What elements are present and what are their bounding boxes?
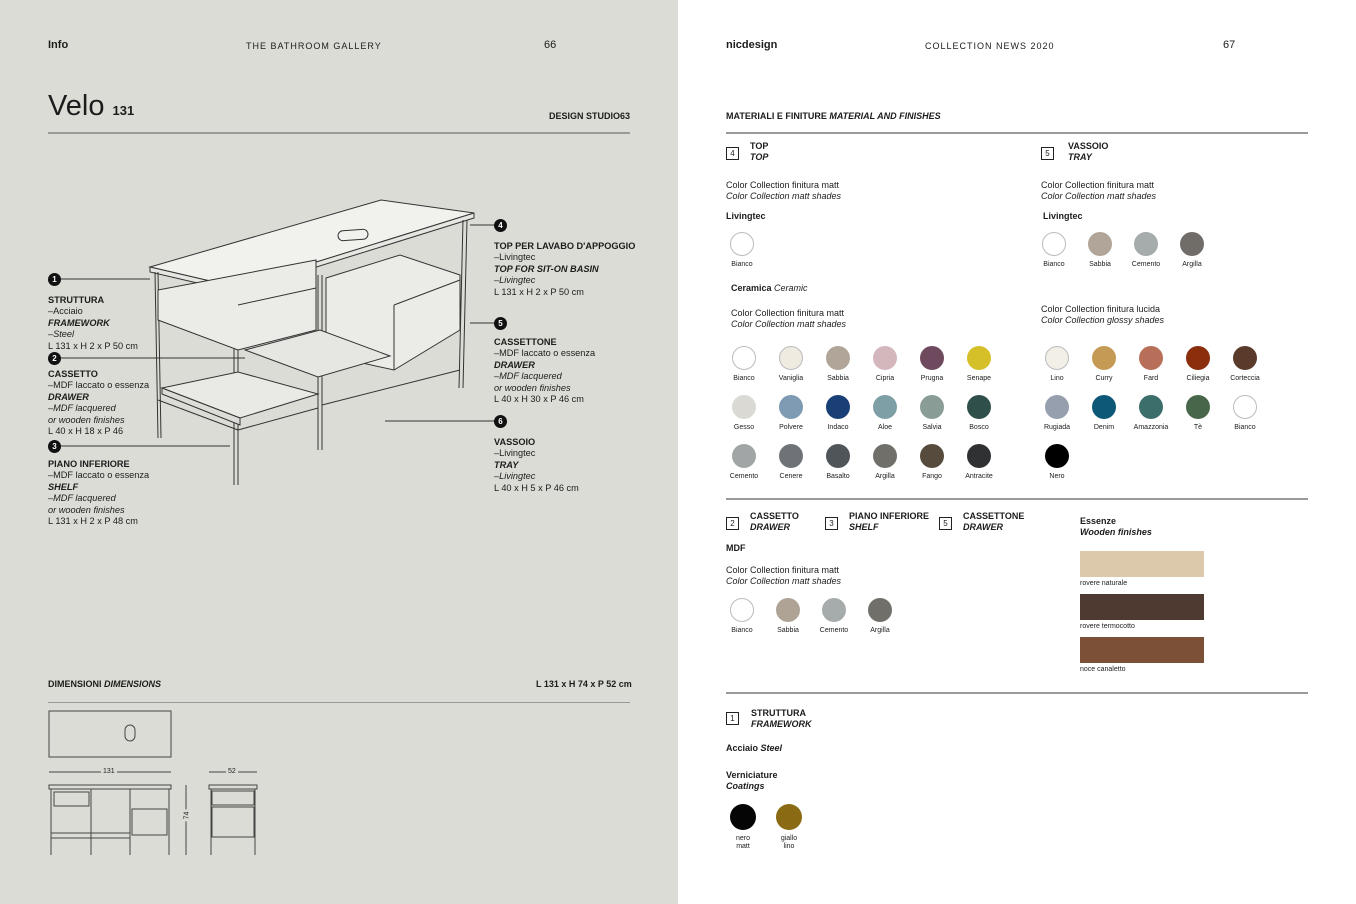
product-name: Velo xyxy=(48,90,105,122)
swatch-color xyxy=(732,444,756,468)
section-marker-cassetto: 2 xyxy=(726,517,739,530)
color-swatch xyxy=(1175,346,1221,383)
callout-line: or wooden finishes xyxy=(494,382,571,393)
color-swatch xyxy=(721,395,767,432)
callout-top xyxy=(494,241,635,298)
header-section: Info xyxy=(48,39,69,51)
top-matt-label xyxy=(726,180,841,202)
swatch-color xyxy=(1092,346,1116,370)
color-swatch xyxy=(1081,346,1127,383)
callout-line: –Livingtec xyxy=(494,252,536,263)
color-swatch xyxy=(956,346,1002,383)
section-title-en: SHELF xyxy=(849,522,879,532)
swatch-color xyxy=(730,804,756,830)
swatch-color xyxy=(967,444,991,468)
matt-label-it: Color Collection finitura matt xyxy=(726,180,840,190)
section-title-en: TRAY xyxy=(1068,152,1092,162)
matt-label-en: Color Collection matt shades xyxy=(731,319,847,329)
dimensions-label-en: DIMENSIONS xyxy=(104,679,162,689)
section-title-it: STRUTTURA xyxy=(751,708,806,718)
color-swatch xyxy=(719,598,765,635)
swatch-label: Bianco xyxy=(1043,261,1065,268)
swatch-color xyxy=(779,395,803,419)
callout-marker-3: 3 xyxy=(48,440,61,453)
swatch-label: Argilla xyxy=(870,627,890,634)
callout-marker-1: 1 xyxy=(48,273,61,286)
callout-line: or wooden finishes xyxy=(48,414,125,425)
matt-label-en: Color Collection matt shades xyxy=(726,576,842,586)
swatch-color xyxy=(967,395,991,419)
swatch-color xyxy=(822,598,846,622)
callout-marker-6: 6 xyxy=(494,415,507,428)
swatch-label: Sabbia xyxy=(1089,261,1111,268)
callout-line: DRAWER xyxy=(48,391,89,402)
glossy-label-en: Color Collection glossy shades xyxy=(1041,315,1165,325)
color-swatch xyxy=(1222,346,1268,383)
swatch-color xyxy=(779,346,803,370)
swatch-color xyxy=(826,444,850,468)
header-gallery: THE BATHROOM GALLERY xyxy=(246,41,382,51)
swatch-label: Denim xyxy=(1093,424,1115,431)
swatch-label: nero xyxy=(735,835,750,842)
callout-line: –MDF lacquered xyxy=(48,493,116,504)
section-title-tray xyxy=(1068,141,1108,163)
swatch-label: Sabbia xyxy=(827,375,849,382)
swatch-label: Nero xyxy=(1049,473,1065,480)
coatings-label-en: Coatings xyxy=(726,781,765,791)
color-swatch xyxy=(1081,395,1127,432)
steel-label-en: Steel xyxy=(760,743,783,753)
swatch-color xyxy=(1233,346,1257,370)
section-divider-framework xyxy=(726,692,1308,694)
wood-swatch xyxy=(1080,637,1204,673)
depth-mark: 52 xyxy=(228,768,236,775)
callout-line: L 131 x H 2 x P 50 cm xyxy=(494,286,584,297)
section-title-piano xyxy=(849,511,929,533)
swatch-label: Cipria xyxy=(875,375,895,382)
callout-line: FRAMEWORK xyxy=(48,317,110,328)
right-page xyxy=(678,0,1356,904)
section-marker-framework: 1 xyxy=(726,712,739,725)
ceramic-label xyxy=(731,283,808,294)
color-swatch xyxy=(1034,395,1080,432)
materials-title xyxy=(726,111,941,121)
callout-line: STRUTTURA xyxy=(48,295,105,305)
swatch-color xyxy=(1233,395,1257,419)
coatings-label xyxy=(726,770,778,792)
color-swatch xyxy=(1123,232,1169,269)
color-swatch xyxy=(862,395,908,432)
color-swatch xyxy=(1222,395,1268,432)
swatch-label: Cemento xyxy=(1131,261,1161,268)
swatch-label: Aloe xyxy=(877,424,892,431)
mdf-label: MDF xyxy=(726,543,746,553)
swatch-color xyxy=(1042,232,1066,256)
callout-line: SHELF xyxy=(48,481,79,492)
swatch-color xyxy=(776,598,800,622)
color-swatch xyxy=(1175,395,1221,432)
swatch-label: Bianco xyxy=(733,375,755,382)
swatch-color xyxy=(1134,232,1158,256)
color-swatch xyxy=(811,598,857,635)
swatch-label: Ciliegia xyxy=(1186,375,1210,382)
callout-line: –Livingtec xyxy=(494,471,536,482)
swatch-color xyxy=(826,395,850,419)
swatch-color xyxy=(873,395,897,419)
section-title-en: DRAWER xyxy=(963,522,1003,532)
color-swatch xyxy=(815,346,861,383)
swatch-label: Polvere xyxy=(779,424,803,431)
swatch-label: Rugiada xyxy=(1043,424,1071,431)
swatch-label: Bianco xyxy=(731,627,753,634)
wood-swatch-color xyxy=(1080,637,1204,663)
callout-struttura xyxy=(48,295,138,352)
title-divider xyxy=(48,132,630,134)
swatch-label: Senape xyxy=(966,375,992,382)
wood-label xyxy=(1080,516,1152,538)
color-swatch xyxy=(862,346,908,383)
brand-name: nicdesign xyxy=(726,39,778,51)
callout-line: CASSETTONE xyxy=(494,337,557,347)
swatch-color xyxy=(1092,395,1116,419)
top-livingtec-label: Livingtec xyxy=(726,211,766,221)
swatch-label: Cenere xyxy=(779,473,803,480)
callout-line: –MDF lacquered xyxy=(48,403,116,414)
color-swatch xyxy=(1031,232,1077,269)
wood-label-en: Wooden finishes xyxy=(1080,527,1152,537)
callout-line: TOP PER LAVABO D'APPOGGIO xyxy=(494,241,636,251)
section-title-top xyxy=(750,141,768,163)
section-marker-tray: 5 xyxy=(1041,147,1054,160)
width-mark: 131 xyxy=(103,768,115,775)
wood-swatch-color xyxy=(1080,551,1204,577)
swatch-color xyxy=(920,346,944,370)
color-swatch xyxy=(1128,346,1174,383)
section-title-en: TOP xyxy=(750,152,769,162)
wood-swatch xyxy=(1080,551,1204,587)
swatch-color xyxy=(1186,395,1210,419)
callout-line: L 40 x H 30 x P 46 cm xyxy=(494,394,584,405)
wood-swatch xyxy=(1080,594,1204,630)
swatch-color xyxy=(873,444,897,468)
steel-label xyxy=(726,743,782,754)
dimension-drawings xyxy=(46,705,266,860)
matt-label-en: Color Collection matt shades xyxy=(1041,191,1157,201)
glossy-label-it: Color Collection finitura lucida xyxy=(1041,304,1161,314)
swatch-label: Fango xyxy=(922,473,942,480)
callout-line: TOP FOR SIT-ON BASIN xyxy=(494,263,599,274)
swatch-label: Bianco xyxy=(1234,424,1256,431)
section-marker-piano: 3 xyxy=(825,517,838,530)
swatch-label: Fard xyxy=(1143,375,1159,382)
materials-divider xyxy=(726,132,1308,134)
matt-label-it: Color Collection finitura matt xyxy=(731,308,845,318)
product-number: 131 xyxy=(112,103,135,118)
ceramic-label-en: Ceramic xyxy=(774,283,808,293)
callout-marker-5: 5 xyxy=(494,317,507,330)
section-title-framework xyxy=(751,708,812,730)
dimensions-value: L 131 x H 74 x P 52 cm xyxy=(536,679,632,689)
callout-cassetto xyxy=(48,369,149,437)
section-divider-mdf xyxy=(726,498,1308,500)
color-swatch xyxy=(909,346,955,383)
swatch-color xyxy=(732,395,756,419)
color-swatch xyxy=(956,444,1002,481)
section-marker-top: 4 xyxy=(726,147,739,160)
dimensions-divider xyxy=(48,702,630,703)
designer-label: DESIGN STUDIO63 xyxy=(549,111,631,121)
dimensions-label-it: DIMENSIONI xyxy=(48,679,102,689)
swatch-color xyxy=(732,346,756,370)
color-swatch xyxy=(721,346,767,383)
callout-line: –MDF laccato o essenza xyxy=(48,470,150,481)
callout-marker-2: 2 xyxy=(48,352,61,365)
glossy-label xyxy=(1041,304,1164,326)
swatch-color xyxy=(1139,395,1163,419)
wood-label-it: Essenze xyxy=(1080,516,1117,526)
swatch-label: Argilla xyxy=(1182,261,1202,268)
callout-line: –Acciaio xyxy=(48,306,83,317)
color-swatch xyxy=(720,804,766,851)
swatch-label: Vaniglia xyxy=(778,375,804,382)
wood-swatch-label: rovere termocotto xyxy=(1080,623,1135,630)
swatch-label: Bosco xyxy=(969,424,989,431)
callout-marker-4: 4 xyxy=(494,219,507,232)
swatch-label: Prugna xyxy=(920,375,944,382)
swatch-label: matt xyxy=(736,843,750,850)
callout-line: VASSOIO xyxy=(494,437,536,447)
mdf-matt-label xyxy=(726,565,841,587)
color-swatch xyxy=(719,232,765,269)
color-swatch xyxy=(815,395,861,432)
section-title-en: FRAMEWORK xyxy=(751,719,812,729)
section-title-en: DRAWER xyxy=(750,522,790,532)
swatch-color xyxy=(967,346,991,370)
tray-matt-label xyxy=(1041,180,1156,202)
callout-vassoio xyxy=(494,437,579,494)
color-swatch xyxy=(857,598,903,635)
swatch-color xyxy=(1045,395,1069,419)
matt-label-it: Color Collection finitura matt xyxy=(726,565,840,575)
color-swatch xyxy=(768,346,814,383)
swatch-label: Cemento xyxy=(819,627,849,634)
swatch-color xyxy=(920,444,944,468)
materials-title-it: MATERIALI E FINITURE xyxy=(726,111,827,121)
wood-swatch-label: noce canaletto xyxy=(1080,666,1126,673)
color-swatch xyxy=(721,444,767,481)
swatch-label: Corteccia xyxy=(1230,375,1260,382)
steel-label-it: Acciaio xyxy=(726,743,759,753)
swatch-label: Tè xyxy=(1193,424,1203,431)
color-swatch xyxy=(765,598,811,635)
swatch-color xyxy=(1139,346,1163,370)
color-swatch xyxy=(815,444,861,481)
color-swatch xyxy=(1169,232,1215,269)
section-title-it: PIANO INFERIORE xyxy=(849,511,930,521)
coatings-label-it: Verniciature xyxy=(726,770,778,780)
color-swatch xyxy=(909,395,955,432)
callout-line: –Steel xyxy=(48,329,75,340)
callout-line: TRAY xyxy=(494,459,519,470)
section-title-cassettone xyxy=(963,511,1024,533)
callout-line: CASSETTO xyxy=(48,369,98,379)
section-title-it: CASSETTONE xyxy=(963,511,1025,521)
swatch-label: Salvia xyxy=(922,424,942,431)
callout-line: PIANO INFERIORE xyxy=(48,459,130,469)
swatch-label: Basalto xyxy=(826,473,850,480)
callout-cassettone xyxy=(494,337,595,405)
page-number-right: 67 xyxy=(1223,39,1236,51)
swatch-label: Curry xyxy=(1095,375,1113,382)
section-title-it: CASSETTO xyxy=(750,511,799,521)
color-swatch xyxy=(1034,444,1080,481)
swatch-label: giallo xyxy=(780,835,798,842)
section-marker-cassettone: 5 xyxy=(939,517,952,530)
wood-swatch-color xyxy=(1080,594,1204,620)
callout-line: L 131 x H 2 x P 50 cm xyxy=(48,340,138,351)
ceramic-label-it: Ceramica xyxy=(731,283,772,293)
swatch-label: Lino xyxy=(1050,375,1064,382)
swatch-color xyxy=(1186,346,1210,370)
height-mark: 74 xyxy=(183,811,191,820)
swatch-label: Gesso xyxy=(733,424,755,431)
swatch-color xyxy=(1045,346,1069,370)
callout-line: DRAWER xyxy=(494,359,535,370)
callout-line: –MDF lacquered xyxy=(494,371,562,382)
callout-line: L 40 x H 5 x P 46 cm xyxy=(494,482,579,493)
matt-label-it: Color Collection finitura matt xyxy=(1041,180,1155,190)
matt-label-en: Color Collection matt shades xyxy=(726,191,842,201)
swatch-color xyxy=(1180,232,1204,256)
color-swatch xyxy=(768,395,814,432)
color-swatch xyxy=(1034,346,1080,383)
swatch-color xyxy=(920,395,944,419)
callout-line: –MDF laccato o essenza xyxy=(494,348,596,359)
callout-line: –Livingtec xyxy=(494,448,536,459)
color-swatch xyxy=(766,804,812,851)
color-swatch xyxy=(862,444,908,481)
materials-title-en: MATERIAL AND FINISHES xyxy=(829,111,941,121)
callout-line: or wooden finishes xyxy=(48,504,125,515)
swatch-color xyxy=(826,346,850,370)
color-swatch xyxy=(1128,395,1174,432)
section-title-it: TOP xyxy=(750,141,769,151)
swatch-color xyxy=(868,598,892,622)
dimensions-label xyxy=(48,679,161,689)
callout-piano-inferiore xyxy=(48,459,149,527)
swatch-label: Bianco xyxy=(731,261,753,268)
swatch-color xyxy=(730,598,754,622)
swatch-label: Indaco xyxy=(827,424,849,431)
swatch-color xyxy=(1045,444,1069,468)
swatch-color xyxy=(779,444,803,468)
swatch-color xyxy=(1088,232,1112,256)
section-title-cassetto xyxy=(750,511,799,533)
swatch-label: lino xyxy=(783,843,795,850)
swatch-color xyxy=(873,346,897,370)
callout-line: –Livingtec xyxy=(494,275,536,286)
callout-line: L 131 x H 2 x P 48 cm xyxy=(48,516,138,527)
swatch-color xyxy=(730,232,754,256)
swatch-label: Antracite xyxy=(965,473,993,480)
callout-line: L 40 x H 18 x P 46 xyxy=(48,426,124,437)
product-title xyxy=(48,90,134,123)
section-title-it: VASSOIO xyxy=(1068,141,1109,151)
swatch-color xyxy=(776,804,802,830)
color-swatch xyxy=(956,395,1002,432)
swatch-label: Argilla xyxy=(875,473,895,480)
swatch-label: Amazzonia xyxy=(1133,424,1169,431)
color-swatch xyxy=(768,444,814,481)
ceramic-matt-label xyxy=(731,308,846,330)
page-number-left: 66 xyxy=(544,39,557,51)
header-collection: COLLECTION NEWS 2020 xyxy=(925,41,1055,51)
tray-livingtec-label: Livingtec xyxy=(1043,211,1083,221)
color-swatch xyxy=(909,444,955,481)
wood-swatch-label: rovere naturale xyxy=(1080,580,1128,587)
color-swatch xyxy=(1077,232,1123,269)
swatch-label: Sabbia xyxy=(777,627,799,634)
callout-line: –MDF laccato o essenza xyxy=(48,380,150,391)
swatch-label: Cemento xyxy=(729,473,759,480)
